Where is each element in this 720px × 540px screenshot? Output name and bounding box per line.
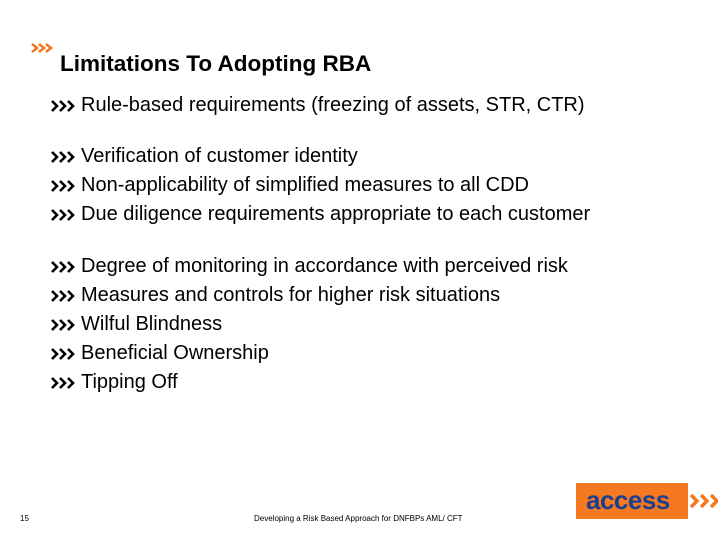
bullet-item: [50, 255, 690, 279]
bullet-chevron-icon: [50, 289, 80, 303]
bullet-chevron-icon: [50, 260, 80, 274]
slide-title: Limitations To Adopting RBA: [60, 51, 372, 76]
logo-block: [576, 483, 688, 519]
bullet-text: Tipping Off: [81, 371, 178, 393]
bullet-text: Beneficial Ownership: [81, 342, 269, 364]
bullet-text: Verification of customer identity: [81, 145, 358, 167]
footer-text: Developing a Risk Based Approach for DNFBPs AML/ CFT: [254, 514, 463, 523]
bullet-item: [50, 94, 690, 140]
bullet-text: Due diligence requirements appropriate to each customer: [81, 203, 591, 225]
bullet-item: [50, 145, 690, 169]
bullet-text: Degree of monitoring in accordance with perceived risk: [81, 255, 568, 277]
bullet-item: [50, 313, 690, 337]
logo-wordmark: access: [586, 485, 670, 515]
bullet-item: [50, 371, 690, 395]
bullet-item: [50, 284, 690, 308]
bullet-item: [50, 203, 690, 249]
bullet-text: Wilful Blindness: [81, 313, 223, 335]
access-logo: [576, 483, 720, 519]
bullet-text: Measures and controls for higher risk situations: [81, 284, 501, 306]
bullet-chevron-icon: [50, 347, 80, 361]
bullet-item: [50, 342, 690, 366]
bullet-chevron-icon: [50, 318, 80, 332]
page-number: 15: [20, 514, 29, 523]
bullet-chevron-icon: [50, 150, 80, 164]
bullet-chevron-icon: [50, 179, 80, 193]
bullet-chevron-icon: [50, 99, 80, 113]
bullet-text: Non-applicability of simplified measures to all CDD: [81, 174, 529, 196]
bullet-item: [50, 174, 690, 198]
bullet-chevron-icon: [50, 376, 80, 390]
bullet-text: Rule-based requirements (freezing of assets, STR, CTR): [81, 94, 585, 116]
bullet-chevron-icon: [50, 208, 80, 222]
logo-chevron-icon: [688, 489, 718, 513]
